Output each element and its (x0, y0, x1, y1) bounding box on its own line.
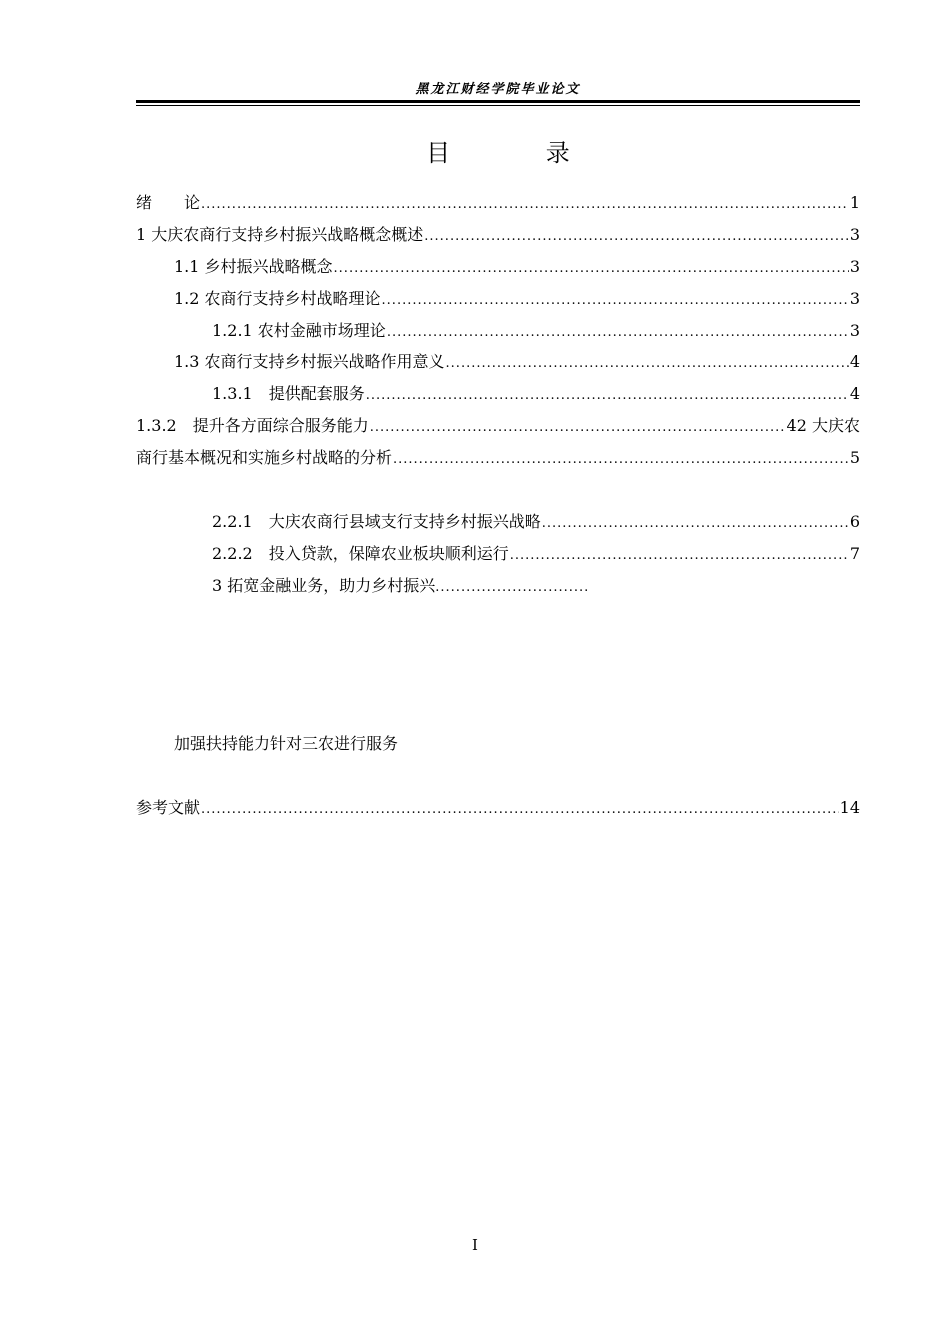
toc-title: 目 录 (426, 139, 614, 167)
toc-entry-label: 1.3.2 提升各方面综合服务能力 (136, 416, 369, 435)
toc-entry-label: 1.2.1 农村金融市场理论 (212, 321, 386, 340)
toc-leader-dots (510, 545, 849, 567)
toc-entry-page: 42 大庆农 (786, 416, 860, 435)
toc-entry (212, 320, 860, 342)
toc-entry-page: 3 (849, 321, 860, 340)
toc-leader-dots (424, 226, 849, 248)
toc-entry (136, 415, 860, 437)
toc-entry (212, 511, 860, 533)
toc-entry-label: 3 拓宽金融业务，助力乡村振兴 (212, 576, 436, 595)
header-rule-thick (136, 100, 860, 103)
toc-leader-dots (446, 353, 849, 375)
toc-entry-page: 3 (849, 257, 860, 276)
toc-entry (174, 351, 860, 373)
toc-entry-label: 参考文献 (136, 798, 201, 817)
orphan-text: 加强扶持能力针对三农进行服务 (174, 734, 399, 753)
toc-leader-dots (201, 799, 839, 821)
toc-entry-incomplete (212, 575, 589, 599)
toc-entry-label: 1.3.1 提供配套服务 (212, 384, 365, 403)
toc-entry-label: 2.2.1 大庆农商行县域支行支持乡村振兴战略 (212, 512, 541, 531)
toc-entry (174, 256, 860, 278)
toc-leader-dots (366, 385, 849, 407)
header-rule-thin (136, 105, 860, 106)
toc-leader-dots (393, 449, 849, 471)
toc-entry (174, 288, 860, 310)
toc-entry (212, 543, 860, 565)
toc-entry-label: 1.1 乡村振兴战略概念 (174, 257, 333, 276)
toc-leader-dots (542, 513, 849, 535)
toc-entry-page: 3 (849, 289, 860, 308)
toc-leader-dots: .............................. (435, 580, 590, 595)
toc-entry-label: 商行基本概况和实施乡村战略的分析 (136, 448, 393, 467)
toc-entry-label: 2.2.2 投入贷款，保障农业板块顺利运行 (212, 544, 509, 563)
toc-entry (136, 447, 860, 469)
running-header: 黑龙江财经学院毕业论文 (415, 82, 581, 97)
toc-entry (136, 224, 860, 246)
toc-entry-page: 4 (849, 384, 860, 403)
toc-entry-label: 1.2 农商行支持乡村战略理论 (174, 289, 381, 308)
toc-entry-label: 1.3 农商行支持乡村振兴战略作用意义 (174, 352, 445, 371)
toc-entry (212, 383, 860, 405)
toc-entry-page: 7 (849, 544, 860, 563)
toc-entry-references (136, 797, 860, 819)
toc-entry-label: 绪 论 (136, 193, 201, 212)
toc-leader-dots (370, 417, 786, 439)
toc-entry-page: 14 (839, 798, 860, 817)
toc-entry (136, 192, 860, 214)
footer-page-number: I (472, 1236, 478, 1254)
toc-entry-label: 1 大庆农商行支持乡村振兴战略概念概述 (136, 225, 424, 244)
toc-entry-page: 1 (849, 193, 860, 212)
toc-leader-dots (201, 194, 849, 216)
toc-entry-page: 6 (849, 512, 860, 531)
toc-entry-page: 4 (849, 352, 860, 371)
toc-leader-dots (382, 290, 849, 312)
toc-entry-page: 5 (849, 448, 860, 467)
toc-entry-page: 3 (849, 225, 860, 244)
toc-leader-dots (334, 258, 849, 280)
toc-leader-dots (387, 322, 849, 344)
